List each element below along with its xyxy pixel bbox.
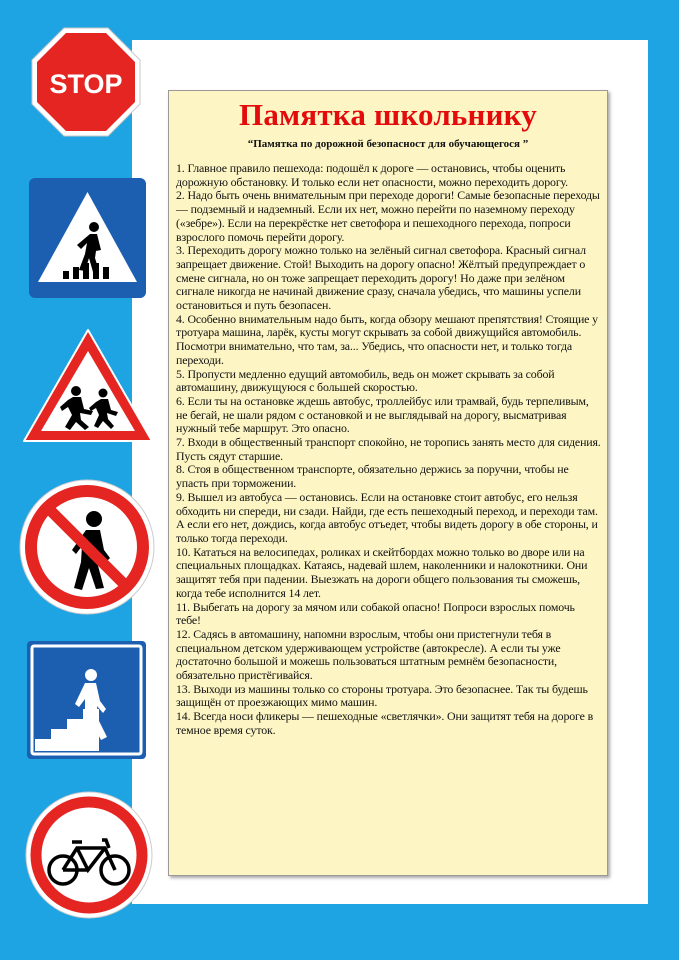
memo-subtitle: “Памятка по дорожной безопасност для обучающегося ” bbox=[247, 138, 529, 150]
children-crossing-sign-icon bbox=[21, 327, 155, 445]
rule-item: 5. Пропусти медленно едущий автомобиль, ведь он может скрывать за собой автомашину, движущуюся с большей скоростью. bbox=[176, 366, 555, 395]
rule-item: 13. Выходи из машины только со стороны тротуара. Это безопаснее. Так ты будешь защищён от проезжающих мимо машин. bbox=[176, 681, 588, 710]
rule-item: 3. Переходить дорогу можно только на зелёный сигнал светофора. Красный сигнал запрещает движение. Стой! Выходить на дорогу опасно! Жёлтый предупреждает о смене сигнала, но он тоже запрещает переходить дорогу! Но даже при зелёном сигнале никогда не начинай движение сразу, сначала убедись, что машины успели остановиться и путь безопасен. bbox=[176, 243, 586, 313]
no-bicycles-sign-icon bbox=[24, 790, 154, 920]
rule-item: 9. Вышел из автобуса — остановись. Если на остановке стоит автобус, его нельзя обходить ни спереди, ни сзади. Найди, где есть пешеходный переход, и переходи там. А если его нет, дождись, когда автобус отъедет, чтобы видеть дорогу в обе стороны, и только тогда переходи. bbox=[176, 489, 598, 545]
stop-sign-text: STOP bbox=[49, 69, 123, 99]
rule-item: 11. Выбегать на дорогу за мячом или собакой опасно! Попроси взрослых помочь тебе! bbox=[176, 599, 575, 628]
no-pedestrians-sign-icon bbox=[18, 478, 156, 616]
rule-item: 4. Особенно внимательным надо быть, когда обзору мешают препятствия! Стоящие у тротуара машина, ларёк, кусты могут скрывать за собой движущийся автомобиль. Посмотри внимательно, что там, за... Убедись, что опасности нет, и только тогда переходи. bbox=[176, 311, 598, 367]
rule-item: 1. Главное правило пешехода: подошёл к дороге — остановись, чтобы оценить дорожную обстановку. И только если нет опасности, можно переходить дорогу. bbox=[176, 161, 568, 189]
memo-title: Памятка школьнику bbox=[239, 97, 537, 132]
rule-item: 10. Кататься на велосипедах, роликах и скейтбордах можно только во дворе или на специальных площадках. Катаясь, надевай шлем, наколенники и налокотники. Они защитят тебя при падении. Выезжать на дороги общего пользования ты сможешь, когда тебе исполнится 14 лет. bbox=[176, 544, 588, 600]
rules-list bbox=[176, 162, 601, 738]
rule-item: 12. Садясь в автомашину, напомни взрослым, чтобы они пристегнули тебя в специальном детском удерживающем устройстве (автокресле). А если ты уже достаточно большой и можешь пользоваться штатным ремнём безопасности, обязательно пристёгивайся. bbox=[176, 626, 561, 683]
rule-item: 8. Стоя в общественном транспорте, обязательно держись за поручни, чтобы не упасть при торможении. bbox=[176, 462, 569, 491]
stop-sign-icon bbox=[30, 26, 142, 138]
rule-item: 14. Всегда носи фликеры — пешеходные «светлячки». Они защитят тебя на дороге в темное время суток. bbox=[176, 709, 594, 737]
underground-crossing-sign-icon bbox=[27, 641, 146, 759]
rule-item: 6. Если ты на остановке ждешь автобус, троллейбус или трамвай, будь терпеливым, не бегай, не шали рядом с остановкой и не выглядывай на дорогу, высматривая нужный тебе маршрут. Это опасно. bbox=[176, 393, 589, 436]
pedestrian-crossing-sign-icon bbox=[29, 178, 146, 298]
memo-panel bbox=[168, 90, 608, 876]
rule-item: 7. Входи в общественный транспорт спокойно, не торопись занять место для сидения. Пусть сядут старшие. bbox=[176, 435, 601, 463]
rule-item: 2. Надо быть очень внимательным при переходе дороги! Самые безопасные переходы — подземный и надземный. Если их нет, можно перейти по наземному переходу («зебре»). Если на перекрёстке нет светофора и пешеходного перехода, попроси взрослого помочь перейти дорогу. bbox=[176, 188, 600, 244]
